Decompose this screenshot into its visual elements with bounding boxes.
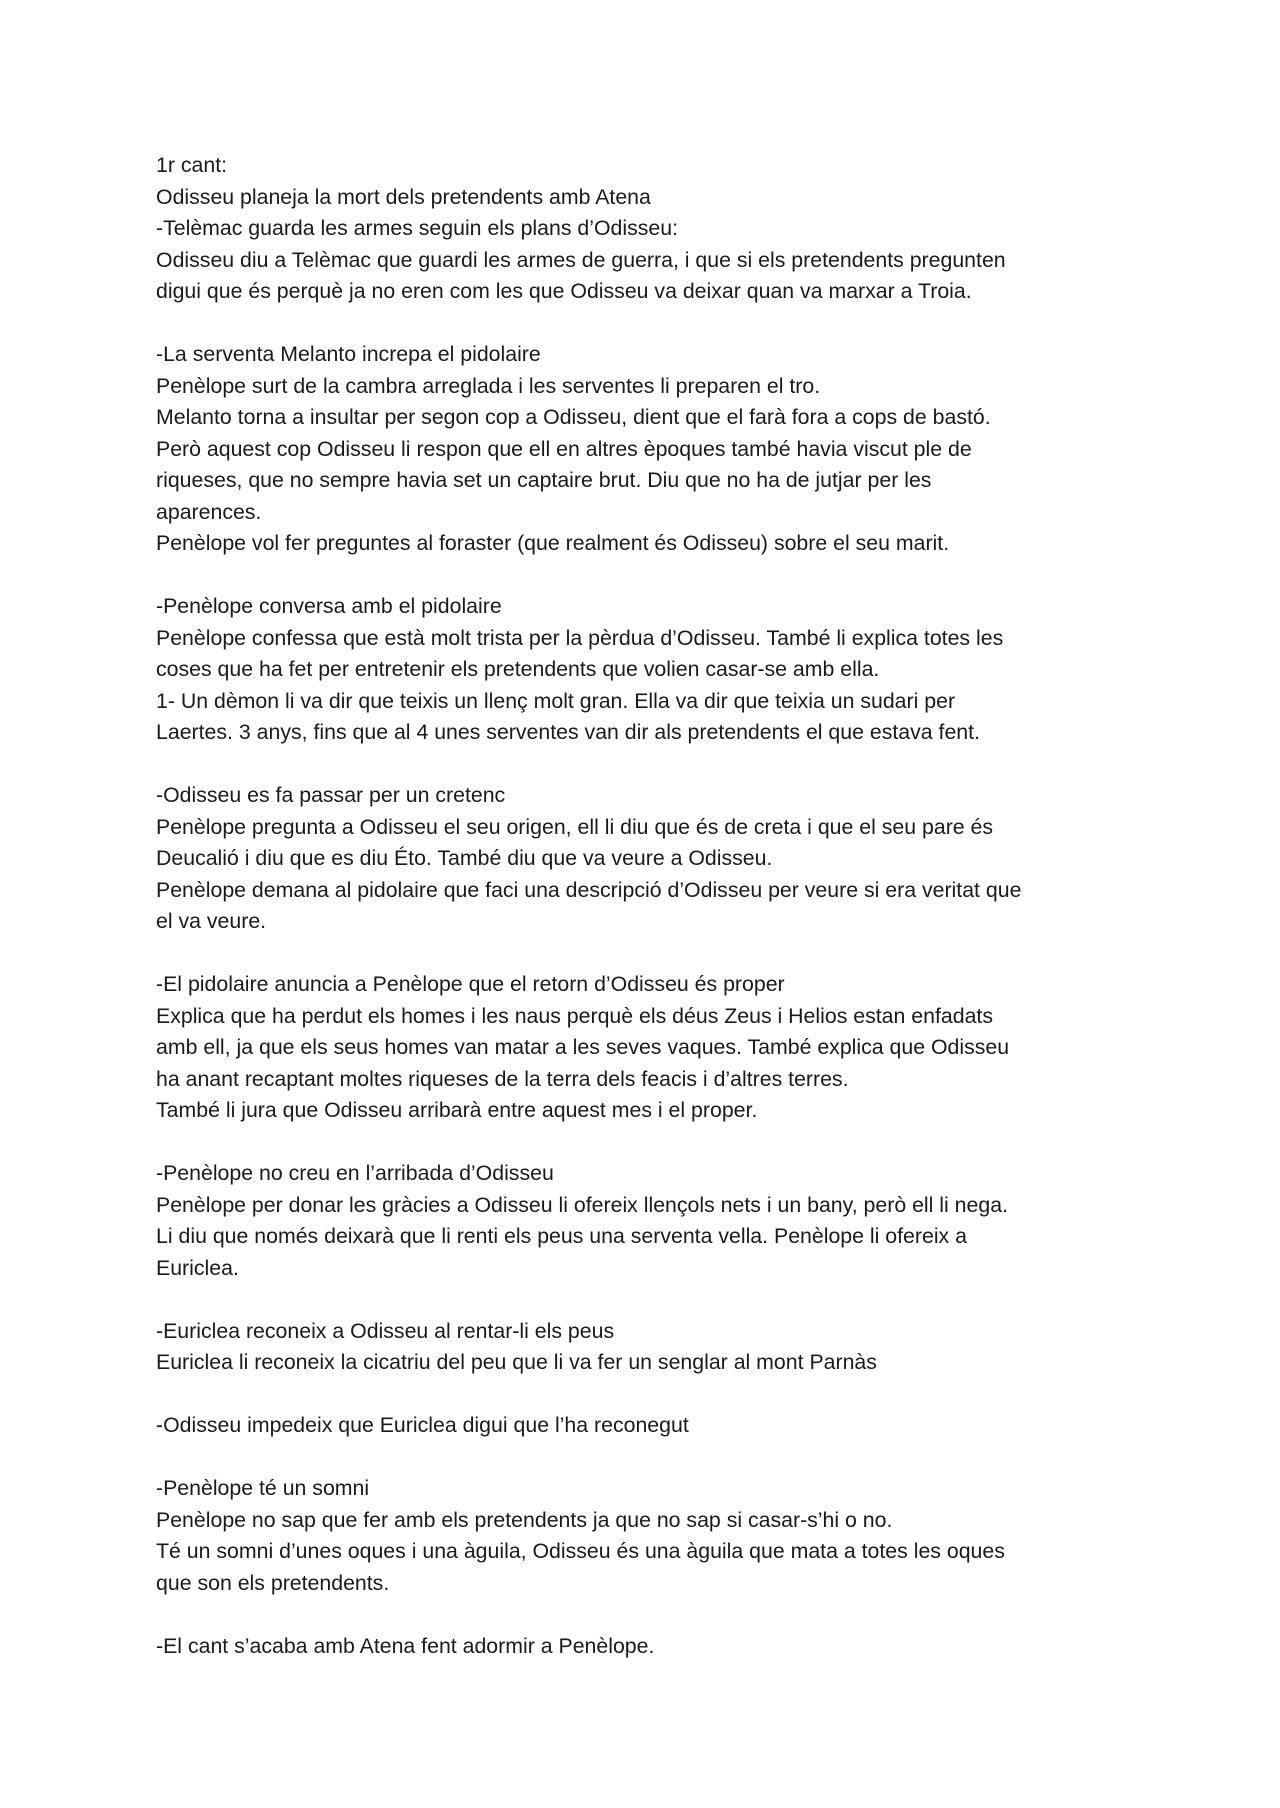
text-line: Odisseu diu a Telèmac que guardi les armes de guerra, i que si els pretendents pregunten xyxy=(156,247,1006,272)
text-line: Euriclea. xyxy=(156,1255,239,1280)
paragraph xyxy=(156,150,1136,308)
paragraph-gap xyxy=(156,1599,1136,1631)
text-line: -Telèmac guarda les armes seguin els plans d’Odisseu: xyxy=(156,216,679,240)
text-line: Euriclea li reconeix la cicatriu del peu que li va fer un senglar al mont Parnàs xyxy=(156,1350,877,1374)
text-line: Odisseu planeja la mort dels pretendents amb Atena xyxy=(156,184,651,209)
paragraph xyxy=(156,1410,1136,1442)
paragraph-gap xyxy=(156,1379,1136,1411)
paragraph-heading-line: -La serventa Melanto increpa el pidolaire xyxy=(156,342,541,366)
text-line: amb ell, ja que els seus homes van matar a les seves vaques. També explica que Odisseu xyxy=(156,1035,1010,1059)
paragraph-gap xyxy=(156,560,1136,592)
text-line: Deucalió i diu que es diu Éto. També diu que va veure a Odisseu. xyxy=(156,846,773,870)
paragraph xyxy=(156,1316,1136,1379)
paragraph-heading-line: -Odisseu es fa passar per un cretenc xyxy=(156,783,506,807)
text-line: Penèlope pregunta a Odisseu el seu origen, ell li diu que és de creta i que el seu pare és xyxy=(156,814,994,839)
paragraph-heading-line: -Penèlope té un somni xyxy=(156,1476,370,1500)
text-line: Penèlope demana al pidolaire que faci una descripció d’Odisseu per veure si era veritat que xyxy=(156,877,1022,902)
paragraph xyxy=(156,1473,1136,1599)
paragraph-heading-line: -El pidolaire anuncia a Penèlope que el retorn d’Odisseu és proper xyxy=(156,972,785,996)
paragraph-heading-line: -El cant s’acaba amb Atena fent adormir a Penèlope. xyxy=(156,1633,655,1658)
text-line: riqueses, que no sempre havia set un captaire brut. Diu que no ha de jutjar per les xyxy=(156,468,932,492)
paragraph xyxy=(156,591,1136,749)
text-line: Melanto torna a insultar per segon cop a Odisseu, dient que el farà fora a cops de bastó. xyxy=(156,405,991,429)
text-line: el va veure. xyxy=(156,909,267,933)
paragraph-gap xyxy=(156,308,1136,340)
text-line: Però aquest cop Odisseu li respon que ell en altres èpoques també havia viscut ple de xyxy=(156,436,972,461)
paragraph-heading-line: -Euriclea reconeix a Odisseu al rentar-li els peus xyxy=(156,1318,615,1343)
text-line: 1- Un dèmon li va dir que teixis un llenç molt gran. Ella va dir que teixia un sudari per xyxy=(156,688,956,713)
document-body xyxy=(156,150,1136,1662)
paragraph-gap xyxy=(156,1442,1136,1474)
paragraph-gap xyxy=(156,938,1136,970)
paragraph-heading-line: 1r cant: xyxy=(156,153,228,177)
text-line: digui que és perquè ja no eren com les que Odisseu va deixar quan va marxar a Troia. xyxy=(156,279,972,303)
paragraph-gap xyxy=(156,749,1136,781)
paragraph xyxy=(156,780,1136,938)
text-line: Penèlope surt de la cambra arreglada i les serventes li preparen el tro. xyxy=(156,373,821,398)
paragraph xyxy=(156,969,1136,1127)
paragraph-heading-line: -Odisseu impedeix que Euriclea digui que l’ha reconegut xyxy=(156,1413,689,1437)
paragraph-heading-line: -Penèlope no creu en l’arribada d’Odisseu xyxy=(156,1161,554,1185)
text-line: que son els pretendents. xyxy=(156,1570,390,1595)
text-line: ha anant recaptant moltes riqueses de la terra dels feacis i d’altres terres. xyxy=(156,1066,849,1091)
text-line: aparences. xyxy=(156,499,262,524)
text-line: Té un somni d’unes oques i una àguila, Odisseu és una àguila que mata a totes les oques xyxy=(156,1539,1005,1563)
text-line: Laertes. 3 anys, fins que al 4 unes serventes van dir als pretendents el que estava fent. xyxy=(156,720,980,744)
paragraph-gap xyxy=(156,1127,1136,1159)
text-line: Penèlope no sap que fer amb els pretendents ja que no sap si casar-s’hi o no. xyxy=(156,1507,893,1532)
text-line: Li diu que només deixarà que li renti els peus una serventa vella. Penèlope li ofereix a xyxy=(156,1224,967,1248)
text-line: També li jura que Odisseu arribarà entre aquest mes i el proper. xyxy=(156,1098,758,1122)
paragraph xyxy=(156,1631,1136,1663)
paragraph-heading-line: -Penèlope conversa amb el pidolaire xyxy=(156,594,502,618)
text-line: coses que ha fet per entretenir els pretendents que volien casar-se amb ella. xyxy=(156,657,880,681)
paragraph-gap xyxy=(156,1284,1136,1316)
text-line: Penèlope confessa que està molt trista per la pèrdua d’Odisseu. També li explica totes les xyxy=(156,625,1004,650)
paragraph xyxy=(156,1158,1136,1284)
paragraph xyxy=(156,339,1136,560)
text-line: Penèlope vol fer preguntes al foraster (que realment és Odisseu) sobre el seu marit. xyxy=(156,531,950,555)
text-line: Explica que ha perdut els homes i les naus perquè els déus Zeus i Helios estan enfadats xyxy=(156,1003,993,1028)
text-line: Penèlope per donar les gràcies a Odisseu li ofereix llençols nets i un bany, però ell li nega. xyxy=(156,1192,1008,1217)
